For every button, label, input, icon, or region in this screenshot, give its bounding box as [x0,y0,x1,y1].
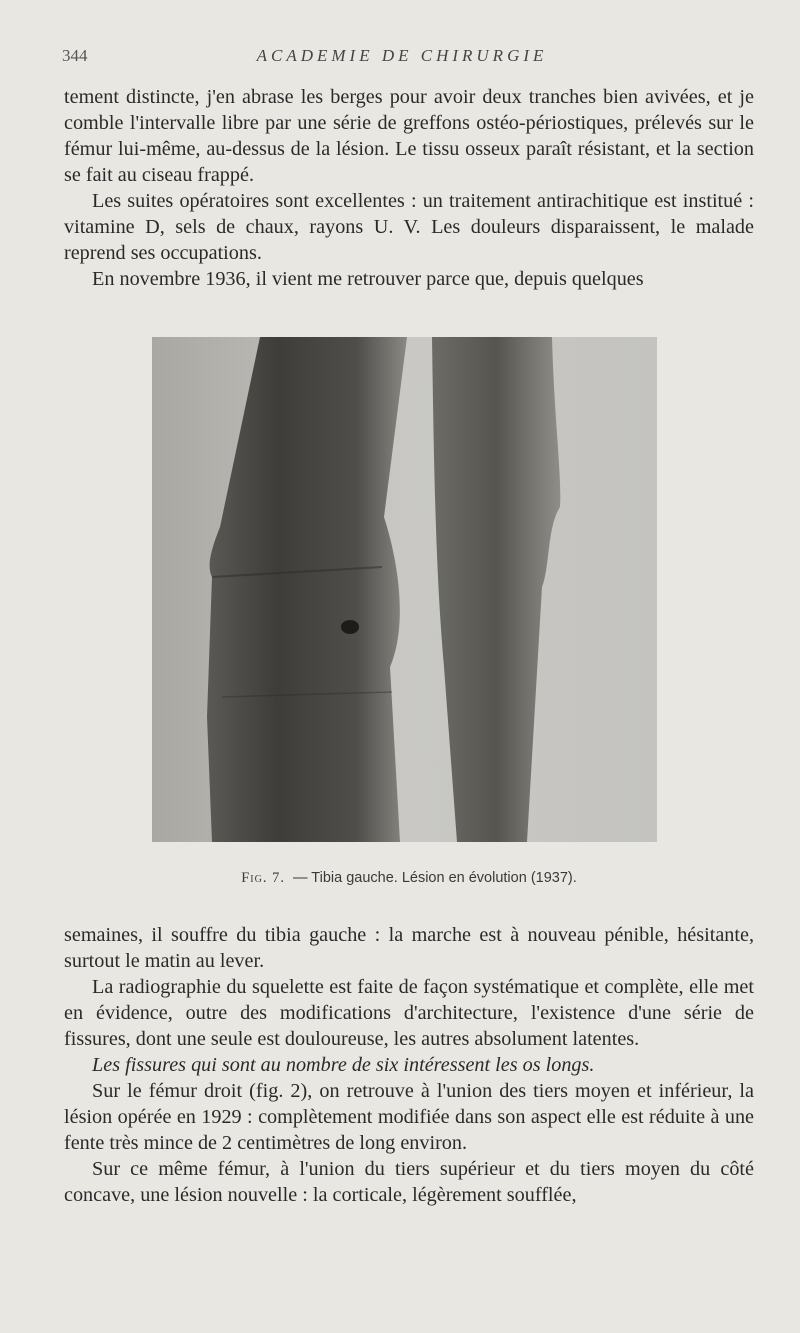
lesion-spot [341,620,359,634]
page-number: 344 [62,46,88,65]
paragraph: La radiographie du squelette est faite de façon systématique et complète, elle met en évidence, outre des modifications d'architecture, l'existence d'une série de fissures, dont une seule est douloureuse, les autres absolument latentes. [64,976,754,1050]
figure-caption [64,870,754,887]
paragraph: Les suites opératoires sont excellentes : un traitement antirachitique est institué : vitamine D, sels de chaux, rayons U. V. Les douleurs disparaissent, le malade reprend ses occupations. [64,190,754,264]
page-header [62,46,742,72]
text-block-top [64,84,754,292]
figure-label: Fig. 7. [241,870,285,886]
paragraph: Les fissures qui sont au nombre de six intéressent les os longs. [92,1054,595,1076]
paragraph: Sur le fémur droit (fig. 2), on retrouve à l'union des tiers moyen et inférieur, la lésion opérée en 1929 : complètement modifiée dans son aspect elle est réduite à une fente très mince de 2 centimètres de long environ. [64,1080,754,1154]
running-head: ACADEMIE DE CHIRURGIE [256,46,548,65]
radiograph-image [152,337,657,842]
figure-caption-text: — Tibia gauche. Lésion en évolution (1937). [293,870,577,886]
radiograph-figure [152,337,657,842]
text-block-bottom [64,922,754,1208]
paragraph: semaines, il souffre du tibia gauche : la marche est à nouveau pénible, hésitante, surtout le matin au lever. [64,924,754,972]
paragraph: Sur ce même fémur, à l'union du tiers supérieur et du tiers moyen du côté concave, une lésion nouvelle : la corticale, légèrement soufflée, [64,1158,754,1206]
paragraph: En novembre 1936, il vient me retrouver parce que, depuis quelques [92,268,644,290]
paragraph: tement distincte, j'en abrase les berges pour avoir deux tranches bien avivées, et je comble l'intervalle libre par une série de greffons ostéo-périostiques, prélevés sur le fémur lui-même, au-dessus de la lésion. Le tissu osseux paraît résistant, et la section se fait au ciseau frappé. [64,86,754,186]
